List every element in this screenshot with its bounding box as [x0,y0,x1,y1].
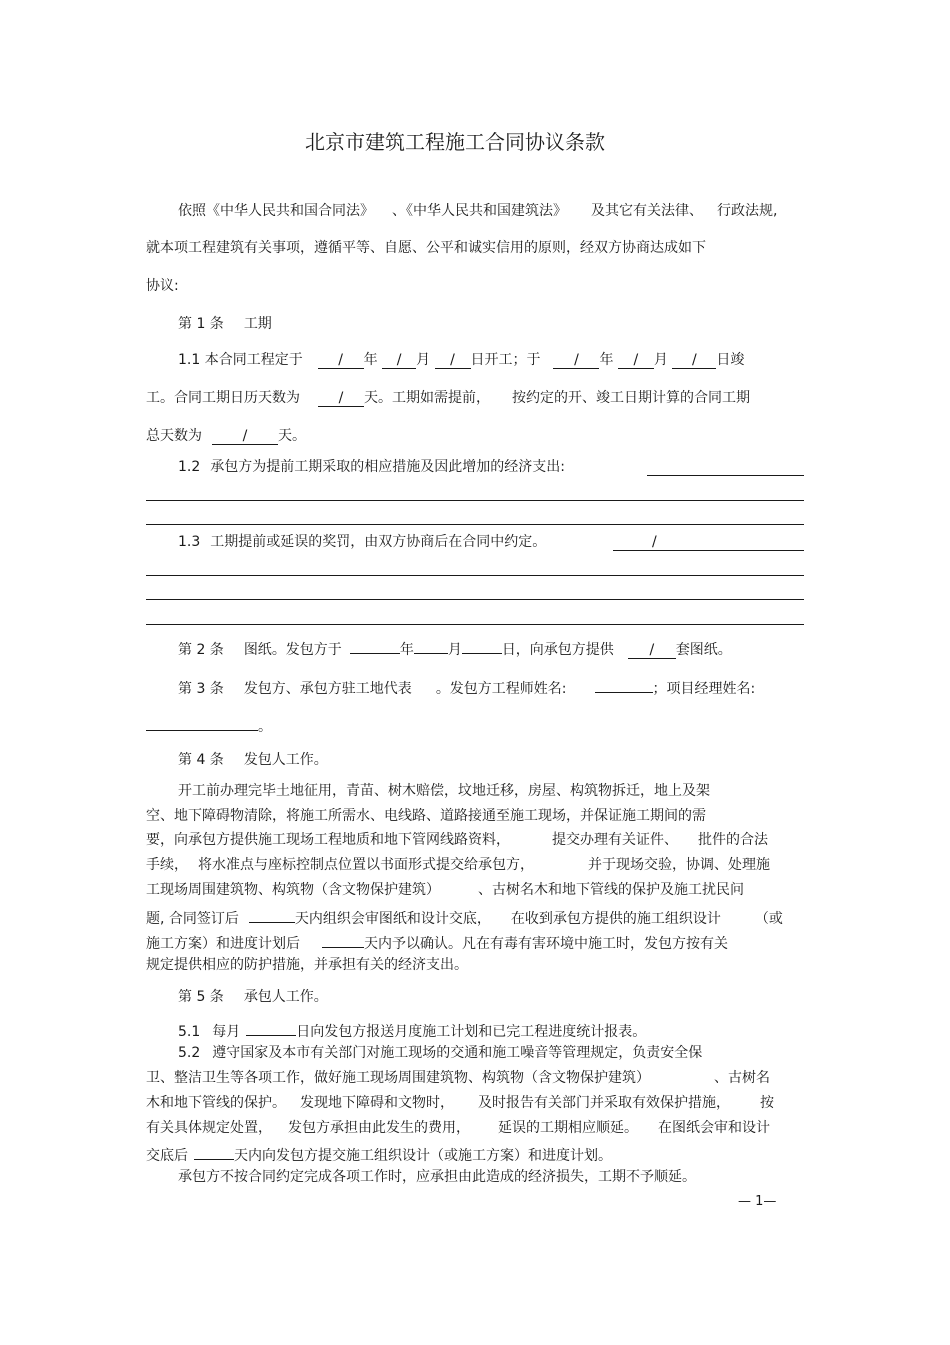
fill-line[interactable] [146,500,804,501]
clause-text: 每月 [212,1024,241,1040]
clause-text: 有关具体规定处置， [146,1120,272,1136]
clause-text: 本合同工程定于 [204,352,303,368]
clause-text: 发现地下障碍和文物时， [300,1095,454,1111]
intro-text: 及其它有关法律、 [591,203,703,219]
end-year-blank[interactable]: / [553,351,599,369]
clause-text: 。发包方于 [271,642,342,658]
clause-text: 交底后 [146,1148,188,1164]
article-3-line-2 [146,713,272,737]
calendar-days-blank[interactable]: / [318,389,364,407]
document-title: 北京市建筑工程施工合同协议条款 [305,130,605,154]
clause-text: 日开工；于 [470,352,541,368]
clause-5-2-line-3 [146,1093,774,1113]
article-5-closing: 承包方不按合同约定完成各项工作时，应承担由此造成的经济损失，工期不予顺延。 [178,1169,696,1185]
clause-5-2-line-4 [146,1118,770,1138]
start-year-blank[interactable]: / [318,351,364,369]
article-number: 第 4 条 [178,752,224,768]
clause-text: 按 [760,1095,774,1111]
clause-5-1 [178,1018,646,1042]
fill-line[interactable] [146,599,804,600]
clause-text: 工期提前或延误的奖罚，由双方协商后在合同中约定。 [210,534,547,550]
clause-text: 天。 [278,428,306,444]
review-days-blank[interactable] [249,905,295,923]
clause-text: 遵守国家及本市有关部门对施工现场的交通和施工噪音等管理规定，负责安全保 [212,1045,703,1061]
article-4-line-2: 空、地下障碍物清除，将施工所需水、电线路、道路接通至施工现场，并保证施工期间的需 [146,808,706,824]
article-4-heading [178,750,328,770]
end-day-blank[interactable]: / [672,351,716,369]
article-title: 图纸 [243,642,272,658]
clause-text: 月 [653,352,668,368]
intro-line-1 [178,201,777,221]
clause-text: 工。合同工期日历天数为 [146,390,300,406]
clause-text: 要，向承包方提供施工现场工程地质和地下管网线路资料， [146,832,510,848]
article-4-line-5 [146,880,744,900]
total-days-blank[interactable]: / [212,427,278,445]
clause-text: 发包方承担由此发生的费用， [288,1120,470,1136]
fill-line[interactable] [146,575,804,576]
clause-text: 及时报告有关部门并采取有效保护措施， [478,1095,730,1111]
clause-text: 施工方案）和进度计划后 [146,936,300,952]
intro-text: 行政法规, [717,203,778,219]
clause-text: 日向发包方报送月度施工计划和已完工程进度统计报表。 [296,1024,647,1040]
clause-1-3-slash: / [652,534,657,550]
clause-text: 延误的工期相应顺延。 [498,1120,638,1136]
article-number: 第 3 条 [178,681,224,697]
start-month-blank[interactable]: / [382,351,416,369]
clause-text: 、古树名木和地下管线的保护及施工扰民问 [478,882,744,898]
clause-text: 将水准点与座标控制点位置以书面形式提交给承包方， [198,857,534,873]
clause-5-2-line-2 [146,1068,770,1088]
article-title: 发包方、承包方驻工地代表 [243,681,412,697]
article-5-heading [178,987,328,1007]
article-4-line-8: 规定提供相应的防护措施，并承担有关的经济支出。 [146,957,468,973]
clause-text: 天内组织会审图纸和设计交底， [294,911,491,927]
clause-text: 并于现场交验，协调、处理施 [588,857,770,873]
article-title: 发包人工作。 [243,752,328,768]
clause-text: 年 [399,642,414,658]
intro-line-2: 就本项工程建筑有关事项，遵循平等、自愿、公平和诚实信用的原则，经双方协商达成如下 [146,240,706,256]
clause-1-3 [178,532,546,552]
fill-line[interactable] [146,524,804,525]
drawing-month-blank[interactable] [414,636,448,654]
clause-1-2-blank[interactable] [647,475,804,476]
clause-5-2-line-1 [178,1043,702,1063]
article-number: 第 2 条 [178,642,224,658]
page-number: — 1— [738,1194,777,1209]
clause-text: 天内予以确认。凡在有毒有害环境中施工时，发包方按有关 [364,936,728,952]
article-2 [178,636,732,660]
monthly-report-day-blank[interactable] [246,1018,296,1036]
clause-text: 工现场周围建筑物、构筑物（含文物保护建筑） [146,882,440,898]
clause-1-2 [178,457,565,477]
clause-text: 手续， [146,857,188,873]
article-number: 第 1 条 [178,316,224,332]
clause-text: 天内向发包方提交施工组织设计（或施工方案）和进度计划。 [234,1148,612,1164]
clause-text: 在收到承包方提供的施工组织设计 [510,911,721,927]
clause-text: 。 [258,719,272,735]
intro-line-3: 协议: [146,278,179,294]
article-4-line-4 [146,855,770,875]
article-number: 第 5 条 [178,989,224,1005]
drawing-day-blank[interactable] [462,636,502,654]
clause-text: （或 [754,911,783,927]
clause-text: 日，向承包方提供 [501,642,614,658]
article-title: 承包人工作。 [243,989,328,1005]
article-title: 工期 [243,316,272,332]
confirm-days-blank[interactable] [322,930,364,948]
article-4-line-3 [146,830,768,850]
clause-text: 题, 合同签订后 [146,911,239,927]
clause-1-1-line-2 [146,388,750,408]
end-month-blank[interactable]: / [618,351,654,369]
clause-text: 年 [599,352,614,368]
clause-text: 套图纸。 [675,642,732,658]
clause-text: 木和地下管线的保护。 [146,1095,286,1111]
clause-1-1-line-3 [146,426,306,446]
clause-text: 总天数为 [146,428,202,444]
submit-days-blank[interactable] [194,1142,234,1160]
drawing-sets-blank[interactable]: / [628,641,676,659]
clause-text: ；项目经理姓名: [652,681,756,697]
intro-text: 、《中华人民共和国建筑法》 [392,203,567,219]
clause-1-3-blank[interactable] [613,550,804,551]
engineer-name-blank[interactable] [595,675,653,693]
article-4-line-1: 开工前办理完毕土地征用，青苗、树木赔偿，坟地迁移，房屋、构筑物拆迁，地上及架 [178,783,710,799]
article-4-line-7 [146,930,728,954]
clause-text: 卫、整洁卫生等各项工作，做好施工现场周围建筑物、构筑物（含文物保护建筑） [146,1070,650,1086]
article-3 [178,675,755,699]
clause-number: 1.2 [178,459,201,475]
clause-number: 5.1 [178,1024,201,1040]
article-4-line-6 [146,905,783,929]
clause-1-1-line-1 [178,350,744,370]
intro-text: 依照《中华人民共和国合同法》 [178,203,374,219]
article-1-heading [178,314,272,334]
clause-text: 。发包方工程师姓名: [435,681,567,697]
clause-number: 1.3 [178,534,201,550]
clause-text: 、古树名 [714,1070,770,1086]
clause-text: 年 [363,352,378,368]
clause-text: 按约定的开、竣工日期计算的合同工期 [512,390,750,406]
fill-line[interactable] [146,624,804,625]
clause-text: 批件的合法 [698,832,768,848]
clause-text: 承包方为提前工期采取的相应措施及因此增加的经济支出: [210,459,565,475]
clause-text: 在图纸会审和设计 [658,1120,770,1136]
clause-number: 1.1 [178,352,201,368]
clause-text: 月 [447,642,462,658]
start-day-blank[interactable]: / [435,351,471,369]
clause-5-2-line-5 [146,1142,612,1166]
drawing-year-blank[interactable] [350,636,400,654]
clause-text: 天。工期如需提前， [364,390,490,406]
clause-text: 提交办理有关证件、 [552,832,678,848]
clause-text: 月 [416,352,431,368]
clause-text: 日竣 [716,352,745,368]
clause-number: 5.2 [178,1045,201,1061]
project-manager-name-blank[interactable] [146,713,258,731]
